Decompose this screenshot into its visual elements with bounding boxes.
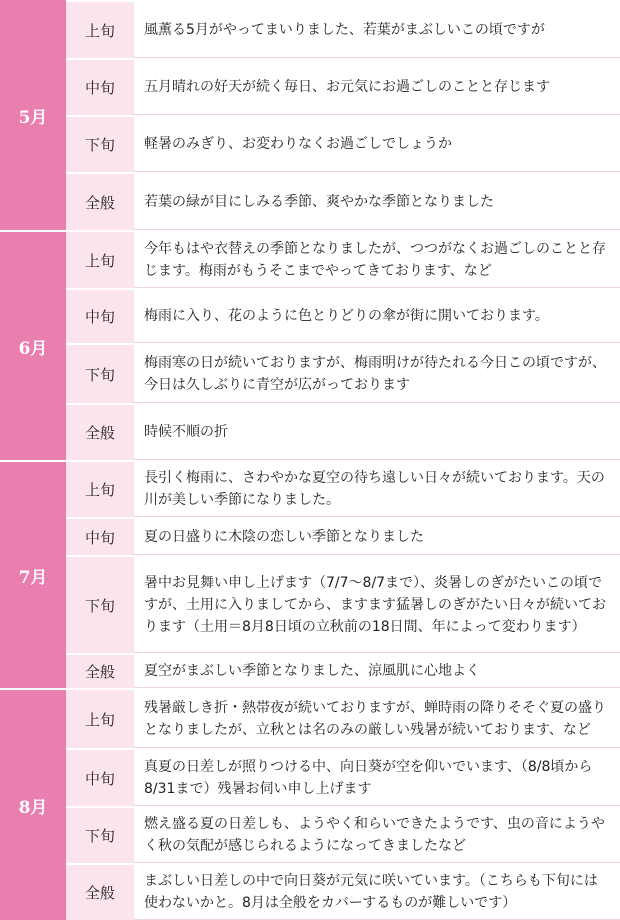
- period-label: 下旬: [66, 808, 134, 863]
- period-label: 中旬: [66, 290, 134, 343]
- month-label-june: 6月: [0, 232, 66, 460]
- period-label: 上旬: [66, 2, 134, 58]
- period-label: 下旬: [66, 557, 134, 653]
- month-label-july: 7月: [0, 462, 66, 688]
- greeting-text: 時候不順の折: [134, 405, 620, 460]
- greeting-text: 夏空がまぶしい季節となりました、涼風肌に心地よく: [134, 655, 620, 688]
- period-label: 中旬: [66, 750, 134, 806]
- month-label-may: 5月: [0, 0, 66, 230]
- period-label: 全般: [66, 174, 134, 230]
- period-label: 下旬: [66, 117, 134, 172]
- greeting-text: 長引く梅雨に、さわやかな夏空の待ち遠しい日々が続いております。天の川が美しい季節になりました。: [134, 462, 620, 517]
- table-row: [66, 172, 620, 230]
- table-row: [66, 517, 620, 555]
- greeting-text: 燃え盛る夏の日差しも、ようやく和らいできたようです、虫の音にようやく秋の気配が感じられるようになってきましたなど: [134, 808, 620, 863]
- greeting-text: 五月晴れの好天が続く毎日、お元気にお過ごしのことと存じます: [134, 60, 620, 115]
- period-label: 全般: [66, 655, 134, 688]
- table-row: [66, 863, 620, 920]
- greeting-text: 軽暑のみぎり、お変わりなくお過ごしでしょうか: [134, 117, 620, 172]
- greeting-text: まぶしい日差しの中で向日葵が元気に咲いています。（こちらも下旬には使わないかと。8月は全般をカバーするものが難しいです）: [134, 865, 620, 920]
- table-row: [66, 748, 620, 806]
- period-label: 上旬: [66, 232, 134, 288]
- period-label: 下旬: [66, 345, 134, 403]
- greeting-text: 夏の日盛りに木陰の恋しい季節となりました: [134, 519, 620, 555]
- greeting-text: 今年もはや衣替えの季節となりましたが、つつがなくお過ごしのことと存じます。梅雨がもうそこまでやってきております、など: [134, 232, 620, 288]
- greeting-text: 若葉の緑が目にしみる季節、爽やかな季節となりました: [134, 174, 620, 230]
- greeting-text: 梅雨寒の日が続いておりますが、梅雨明けが待たれる今日この頃ですが、今日は久しぶりに青空が広がっております: [134, 345, 620, 403]
- table-row: [66, 230, 620, 288]
- period-label: 上旬: [66, 462, 134, 517]
- table-row: [66, 806, 620, 863]
- greeting-text: 梅雨に入り、花のように色とりどりの傘が街に開いております。: [134, 290, 620, 343]
- table-row: [66, 115, 620, 172]
- period-label: 全般: [66, 405, 134, 460]
- table-row: [66, 0, 620, 58]
- table-row: [66, 288, 620, 343]
- table-row: [66, 653, 620, 688]
- period-label: 上旬: [66, 690, 134, 748]
- table-row: [66, 688, 620, 748]
- greeting-text: 暑中お見舞い申し上げます（7/7〜8/7まで）、炎暑しのぎがたいこの頃ですが、土用に入りましてから、ますます猛暑しのぎがたい日々が続いております（土用＝8月8日頃の立秋前の18日間、年によって変わります）: [134, 557, 620, 653]
- greeting-text: 残暑厳しき折・熱帯夜が続いておりますが、蝉時雨の降りそそぐ夏の盛りとなりましたが、立秋とは名のみの厳しい残暑が続いております、など: [134, 690, 620, 748]
- table-row: [66, 343, 620, 403]
- period-label: 中旬: [66, 519, 134, 555]
- table-row: [66, 555, 620, 653]
- table-row: [66, 403, 620, 460]
- greeting-text: 風薫る5月がやってまいりました、若葉がまぶしいこの頃ですが: [134, 2, 620, 58]
- greeting-text: 真夏の日差しが照りつける中、向日葵が空を仰いでいます、（8/8頃から8/31まで）残暑お伺い申し上げます: [134, 750, 620, 806]
- table-row: [66, 460, 620, 517]
- month-label-august: 8月: [0, 690, 66, 920]
- period-label: 中旬: [66, 60, 134, 115]
- period-label: 全般: [66, 865, 134, 920]
- table-row: [66, 58, 620, 115]
